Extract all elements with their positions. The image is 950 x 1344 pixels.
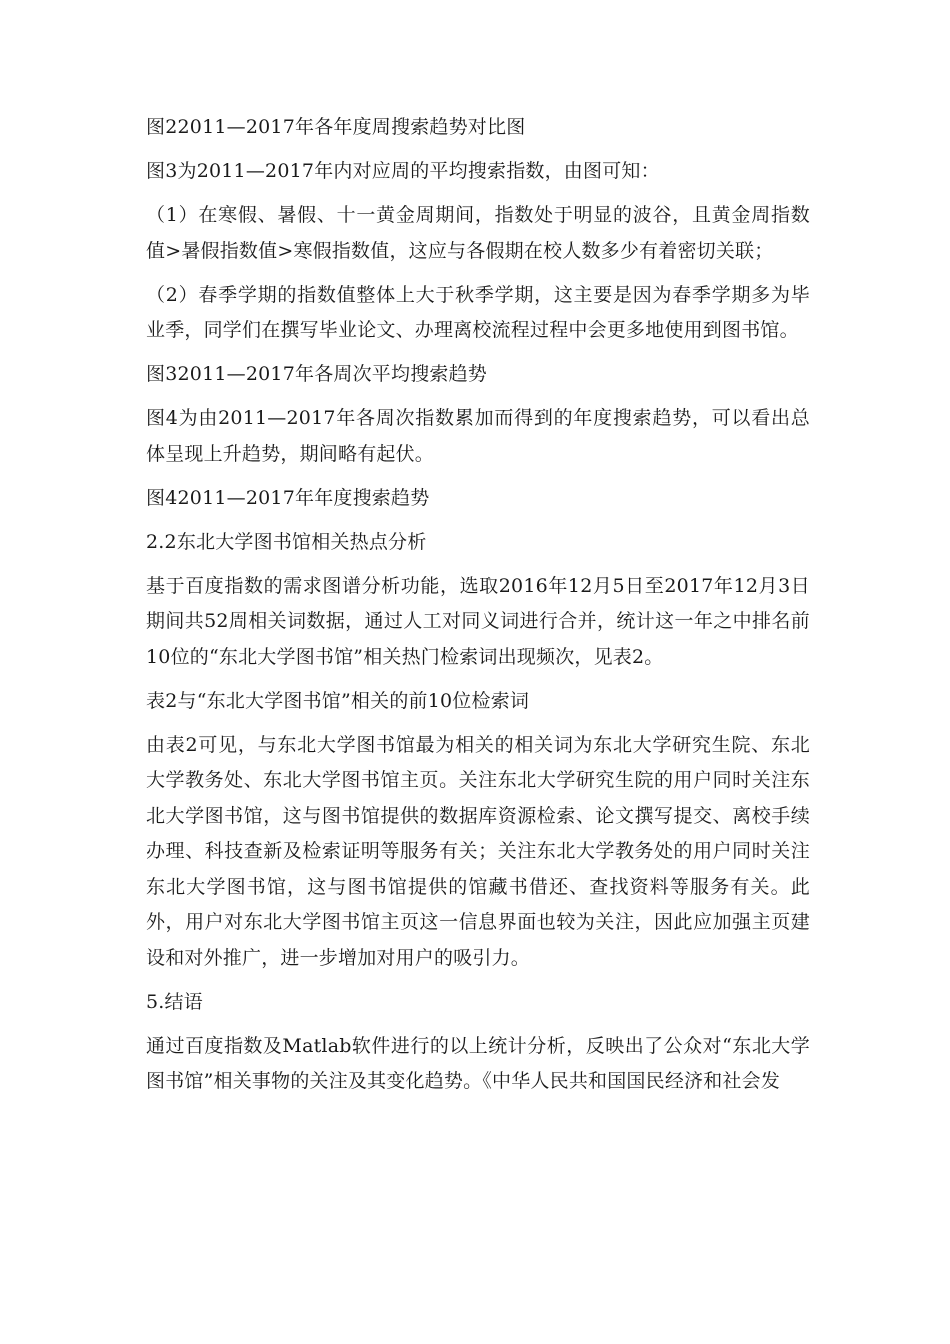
paragraph-conclusion: 通过百度指数及Matlab软件进行的以上统计分析，反映出了公众对“东北大学图书馆”相关事物的关注及其变化趋势。《中华人民共和国国民经济和社会发 (146, 1034, 810, 1092)
figure-caption-4: 图42011—2017年年度搜索趋势 (146, 486, 430, 509)
paragraph-figure4-intro: 图4为由2011—2017年各周次指数累加而得到的年度搜索趋势，可以看出总体呈现上升趋势，期间略有起伏。 (146, 407, 810, 465)
figure-caption-2: 图22011—2017年各年度周搜索趋势对比图 (146, 116, 526, 138)
paragraph-table2-analysis: 由表2可见，与东北大学图书馆最为相关的相关词为东北大学研究生院、东北大学教务处、东北大学图书馆主页。关注东北大学研究生院的用户同时关注东北大学图书馆，这与图书馆提供的数据库资源检索、论文撰写提交、离校手续办理、科技查新及检索证明等服务有关；关注东北大学教务处的用户同时关注东北大学图书馆，这与图书馆提供的馆藏书借还、查找资料等服务有关。此外，用户对东北大学图书馆主页这一信息界面也较为关注，因此应加强主页建设和对外推广，进一步增加对用户的吸引力。 (146, 733, 810, 969)
figure-caption-3: 图32011—2017年各周次平均搜索趋势 (146, 363, 487, 385)
paragraph-point-2: （2）春季学期的指数值整体上大于秋季学期，这主要是因为春季学期多为毕业季，同学们在撰写毕业论文、办理离校流程过程中会更多地使用到图书馆。 (146, 283, 810, 341)
paragraph-point-1: （1）在寒假、暑假、十一黄金周期间，指数处于明显的波谷，且黄金周指数值>暑假指数值>寒假指数值，这应与各假期在校人数多少有着密切关联； (146, 204, 810, 262)
document-body (146, 110, 810, 1108)
paragraph-demand-graph: 基于百度指数的需求图谱分析功能，选取2016年12月5日至2017年12月3日期间共52周相关词数据，通过人工对同义词进行合并，统计这一年之中排名前10位的“东北大学图书馆”相关热门检索词出现频次，见表2。 (146, 574, 810, 668)
paragraph-figure3-intro: 图3为2011—2017年内对应周的平均搜索指数，由图可知： (146, 160, 660, 182)
section-heading-2-2: 2.2东北大学图书馆相关热点分析 (146, 530, 427, 553)
table-caption-2: 表2与“东北大学图书馆”相关的前10位检索词 (146, 689, 530, 712)
section-heading-conclusion: 5.结语 (146, 990, 203, 1013)
